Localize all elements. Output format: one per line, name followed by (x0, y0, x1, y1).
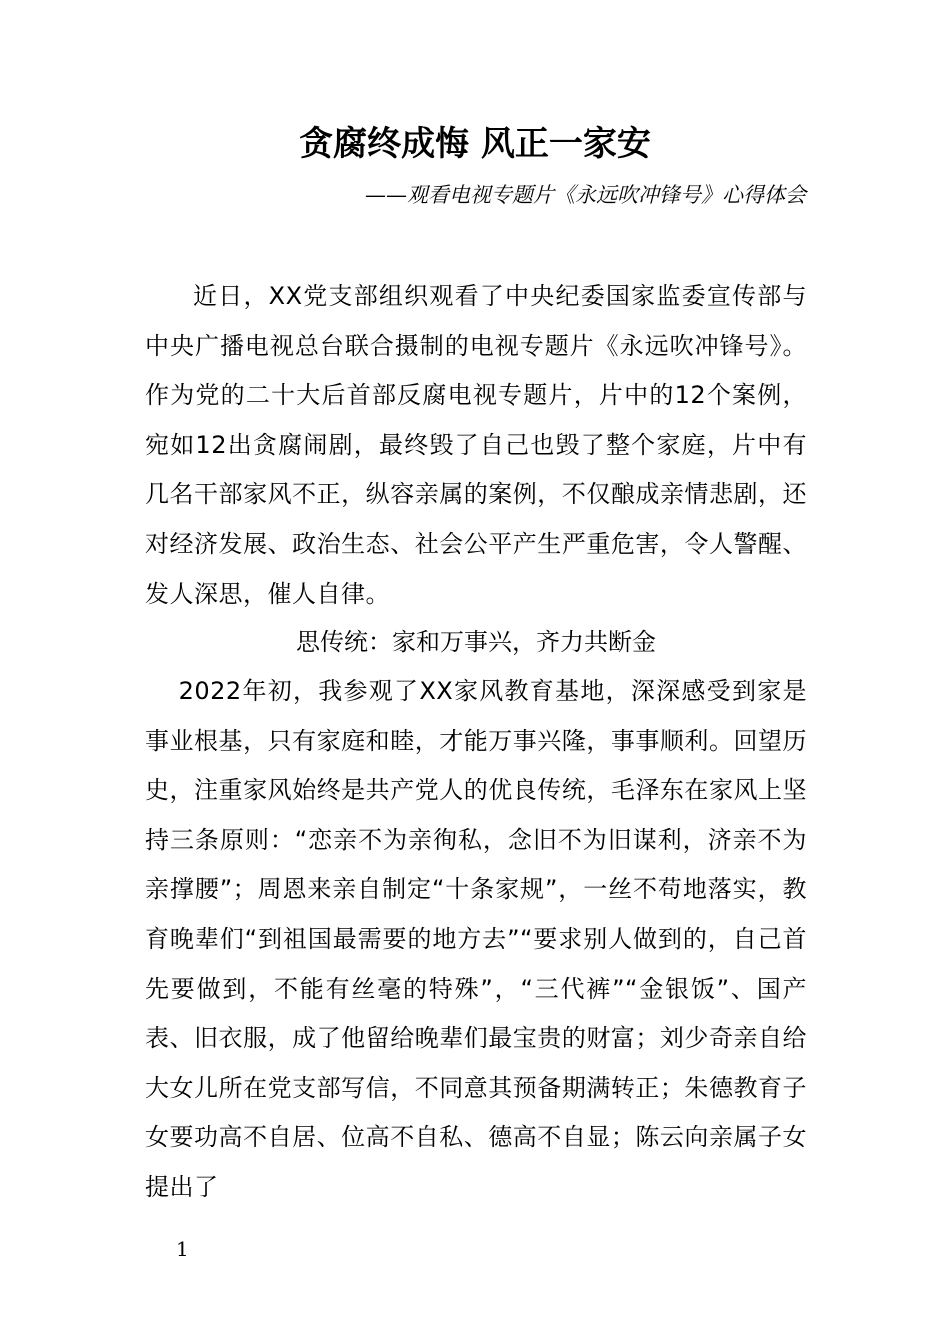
paragraph-tradition: 2022年初，我参观了XX家风教育基地，深深感受到家是事业根基，只有家庭和睦，才能万事兴隆，事事顺利。回望历史，注重家风始终是共产党人的优良传统，毛泽东在家风上坚持三条原则：“恋亲不为亲徇私，念旧不为旧谋利，济亲不为亲撑腰”；周恩来亲自制定“十条家规”，一丝不苟地落实，教育晚辈们“到祖国最需要的地方去”“要求别人做到的，自己首先要做到，不能有丝毫的特殊”，“三代裤”“金银饭”、国产表、旧衣服，成了他留给晚辈们最宝贵的财富；刘少奇亲自给大女儿所在党支部写信，不同意其预备期满转正；朱德教育子女要功高不自居、位高不自私、德高不自显；陈云向亲属子女提出了 (145, 677, 807, 1201)
paragraph-intro: 近日，XX党支部组织观看了中央纪委国家监委宣传部与中央广播电视总台联合摄制的电视专题片《永远吹冲锋号》。作为党的二十大后首部反腐电视专题片，片中的12个案例，宛如12出贪腐闹剧，最终毁了自己也毁了整个家庭，片中有几名干部家风不正，纵容亲属的案例，不仅酿成亲情悲剧，还对经济发展、政治生态、社会公平产生严重危害，令人警醒、发人深思，催人自律。 (145, 282, 807, 608)
document-subtitle: ——观看电视专题片《永远吹冲锋号》心得体会 (365, 183, 806, 207)
section-heading: 思传统：家和万事兴，齐力共断金 (296, 628, 656, 656)
document-title: 贪腐终成悔 风正一家安 (299, 124, 651, 164)
page-number: 1 (176, 1237, 189, 1261)
